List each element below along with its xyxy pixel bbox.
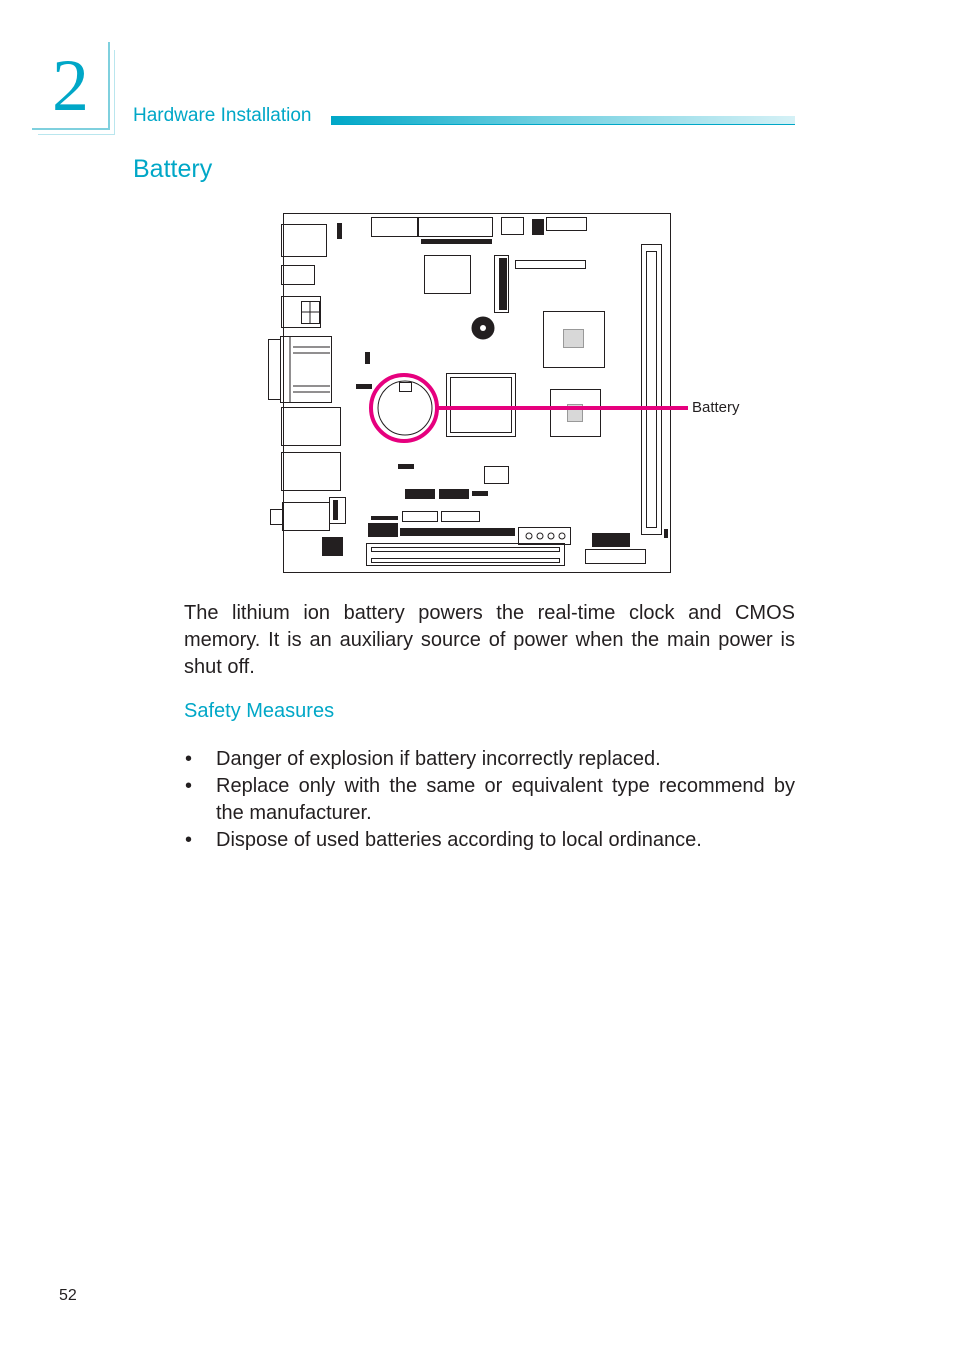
list-item bbox=[184, 827, 795, 854]
board-outline bbox=[284, 214, 671, 573]
list-item-text: Danger of explosion if battery incorrectly replaced. bbox=[216, 748, 661, 770]
usb-stack-1 bbox=[282, 408, 341, 446]
section-title: Hardware Installation bbox=[133, 105, 312, 126]
page-heading: Battery bbox=[133, 155, 213, 183]
chapter-number: 2 bbox=[52, 45, 89, 127]
list-item bbox=[184, 773, 795, 827]
lan-port bbox=[282, 266, 315, 285]
cpu bbox=[447, 374, 516, 437]
battery-description: The lithium ion battery powers the real-time clock and CMOS memory. It is an auxiliary source of power when the main power is shut off. bbox=[184, 602, 795, 678]
header-line bbox=[331, 124, 795, 125]
safety-measures-heading: Safety Measures bbox=[184, 700, 335, 722]
safety-list bbox=[184, 746, 795, 854]
io-chip bbox=[425, 256, 471, 294]
header-bar bbox=[331, 116, 795, 124]
audio-jack bbox=[271, 510, 283, 525]
memory-slot bbox=[642, 245, 662, 535]
motherboard-diagram bbox=[266, 205, 766, 580]
vga-port bbox=[269, 340, 281, 400]
usb-stack-2 bbox=[282, 453, 341, 491]
list-item-text: Dispose of used batteries according to local ordinance. bbox=[216, 829, 702, 851]
bullet-icon: • bbox=[185, 748, 193, 770]
list-item-text: Replace only with the same or equivalent type recommend by the manufacturer. bbox=[216, 775, 795, 824]
bullet-icon: • bbox=[185, 775, 193, 797]
bullet-icon: • bbox=[185, 829, 193, 851]
usb-port bbox=[282, 225, 327, 257]
page-number: 52 bbox=[59, 1287, 77, 1304]
list-item bbox=[184, 746, 795, 773]
battery-callout-label: Battery bbox=[692, 399, 740, 416]
